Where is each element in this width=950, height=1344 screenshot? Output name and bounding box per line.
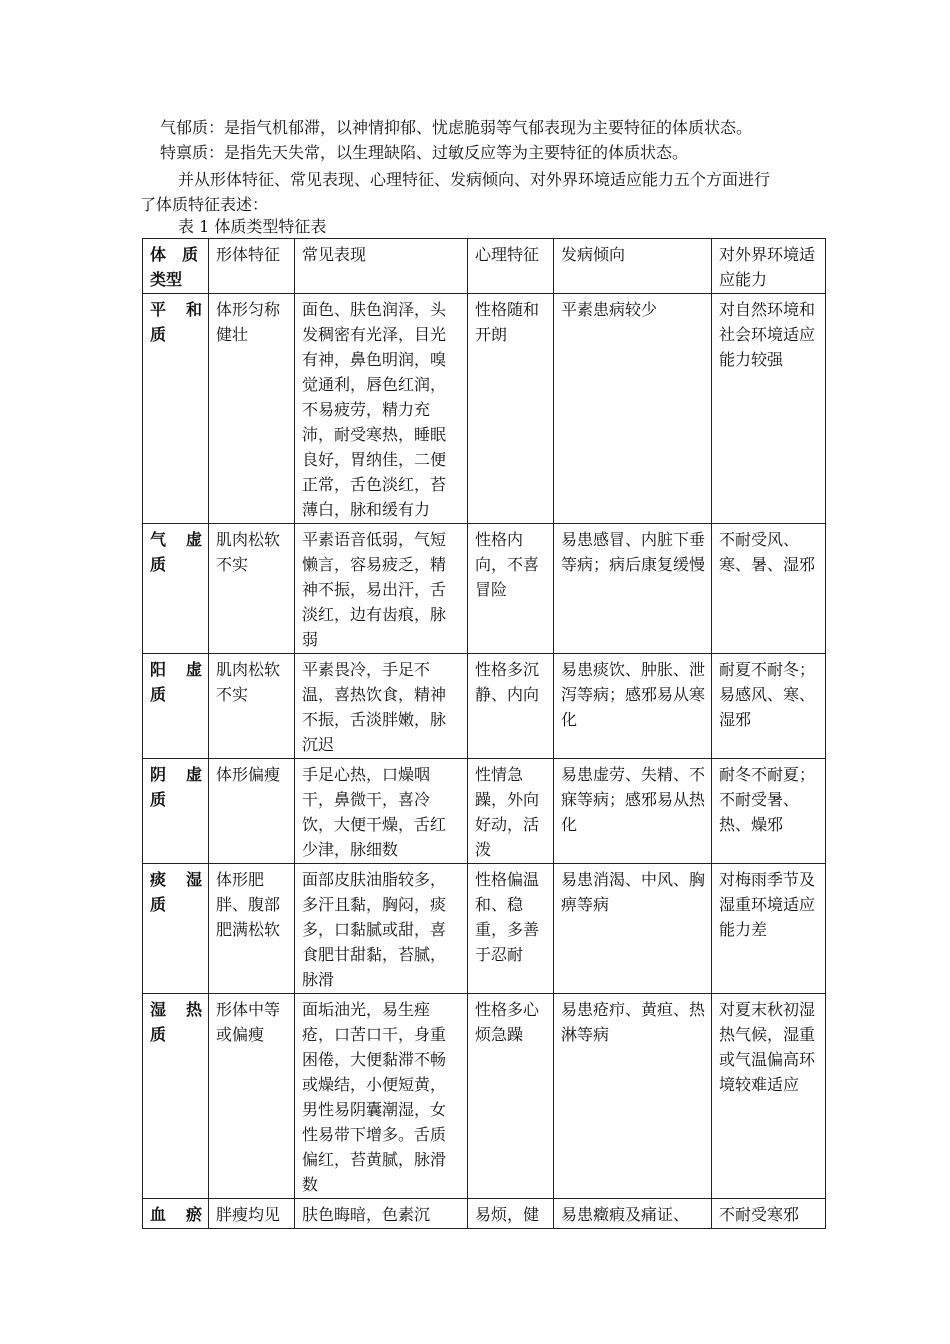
row-disease: 易患感冒、内脏下垂等病；病后康复缓慢 <box>554 524 712 654</box>
row-disease: 易患虚劳、失精、不寐等病；感邪易从热化 <box>554 759 712 864</box>
row-signs: 面色、肤色润泽，头发稠密有光泽，目光有神，鼻色明润，嗅觉通利，唇色红润，不易疲劳，精力充沛，耐受寒热，睡眠良好，胃纳佳，二便正常，舌色淡红，苔薄白，脉和缓有力 <box>295 294 468 524</box>
table-row <box>143 759 826 864</box>
row-adapt: 耐夏不耐冬；易感风、寒、湿邪 <box>712 654 826 759</box>
header-shape: 形体特征 <box>209 239 295 294</box>
row-disease: 平素患病较少 <box>554 294 712 524</box>
row-shape: 胖瘦均见 <box>209 1199 295 1229</box>
row-psych: 性格多沉静、内向 <box>468 654 554 759</box>
table-row <box>143 1199 826 1229</box>
row-psych: 性格随和开朗 <box>468 294 554 524</box>
header-psych: 心理特征 <box>468 239 554 294</box>
row-psych: 性格偏温和、稳重，多善于忍耐 <box>468 864 554 994</box>
header-adapt: 对外界环境适应能力 <box>712 239 826 294</box>
row-type: 阳 虚 质 <box>143 654 209 759</box>
row-disease: 易患痰饮、肿胀、泄泻等病；感邪易从寒化 <box>554 654 712 759</box>
row-type: 湿 热 质 <box>143 994 209 1199</box>
row-disease: 易患癥瘕及痛证、 <box>554 1199 712 1229</box>
row-type: 气 虚 质 <box>143 524 209 654</box>
table-row <box>143 994 826 1199</box>
row-type: 平 和 质 <box>143 294 209 524</box>
row-shape: 肌肉松软不实 <box>209 654 295 759</box>
row-signs: 手足心热，口燥咽干，鼻微干，喜冷饮，大便干燥，舌红少津，脉细数 <box>295 759 468 864</box>
row-signs: 平素畏冷，手足不温，喜热饮食，精神不振，舌淡胖嫩，脉沉迟 <box>295 654 468 759</box>
row-disease: 易患消渴、中风、胸痹等病 <box>554 864 712 994</box>
row-adapt: 对夏末秋初湿热气候，湿重或气温偏高环境较难适应 <box>712 994 826 1199</box>
row-psych: 性格内向，不喜冒险 <box>468 524 554 654</box>
header-signs: 常见表现 <box>295 239 468 294</box>
row-shape: 体形匀称健壮 <box>209 294 295 524</box>
header-disease: 发病倾向 <box>554 239 712 294</box>
row-shape: 体形偏瘦 <box>209 759 295 864</box>
table-row <box>143 294 826 524</box>
header-type: 体 质 类型 <box>143 239 209 294</box>
paragraph-qiyu: 气郁质：是指气机郁滞，以神情抑郁、忧虑脆弱等气郁表现为主要特征的体质状态。 <box>160 118 753 137</box>
row-adapt: 耐冬不耐夏；不耐受暑、热、燥邪 <box>712 759 826 864</box>
table-row <box>143 864 826 994</box>
row-shape: 体形肥胖、腹部肥满松软 <box>209 864 295 994</box>
row-psych: 性情急躁，外向好动，活泼 <box>468 759 554 864</box>
table-row <box>143 654 826 759</box>
row-adapt: 对自然环境和社会环境适应能力较强 <box>712 294 826 524</box>
paragraph-tebing: 特禀质：是指先天失常，以生理缺陷、过敏反应等为主要特征的体质状态。 <box>160 143 689 162</box>
row-signs: 肤色晦暗，色素沉 <box>295 1199 468 1229</box>
row-disease: 易患疮疖、黄疸、热淋等病 <box>554 994 712 1199</box>
row-signs: 面部皮肤油脂较多，多汗且黏，胸闷，痰多，口黏腻或甜，喜食肥甘甜黏，苔腻，脉滑 <box>295 864 468 994</box>
row-shape: 肌肉松软不实 <box>209 524 295 654</box>
row-signs: 面垢油光，易生痤疮，口苦口干，身重困倦，大便黏滞不畅或燥结，小便短黄，男性易阴囊潮湿，女性易带下增多。舌质偏红，苔黄腻，脉滑数 <box>295 994 468 1199</box>
row-type: 痰 湿 质 <box>143 864 209 994</box>
row-type: 血 瘀 <box>143 1199 209 1229</box>
row-adapt: 对梅雨季节及湿重环境适应能力差 <box>712 864 826 994</box>
row-psych: 易烦，健 <box>468 1199 554 1229</box>
row-adapt: 不耐受风、寒、暑、湿邪 <box>712 524 826 654</box>
table-caption: 表 1 体质类型特征表 <box>178 217 327 236</box>
row-shape: 形体中等或偏瘦 <box>209 994 295 1199</box>
paragraph-intro-line2: 了体质特征表述： <box>140 195 269 214</box>
row-psych: 性格多心烦急躁 <box>468 994 554 1199</box>
row-type: 阴 虚 质 <box>143 759 209 864</box>
row-signs: 平素语音低弱，气短懒言，容易疲乏，精神不振，易出汗，舌淡红，边有齿痕，脉弱 <box>295 524 468 654</box>
paragraph-intro-line1: 并从形体特征、常见表现、心理特征、发病倾向、对外界环境适应能力五个方面进行 <box>178 170 771 189</box>
table-row <box>143 524 826 654</box>
constitution-table <box>142 238 826 1229</box>
row-adapt: 不耐受寒邪 <box>712 1199 826 1229</box>
table-header-row <box>143 239 826 294</box>
